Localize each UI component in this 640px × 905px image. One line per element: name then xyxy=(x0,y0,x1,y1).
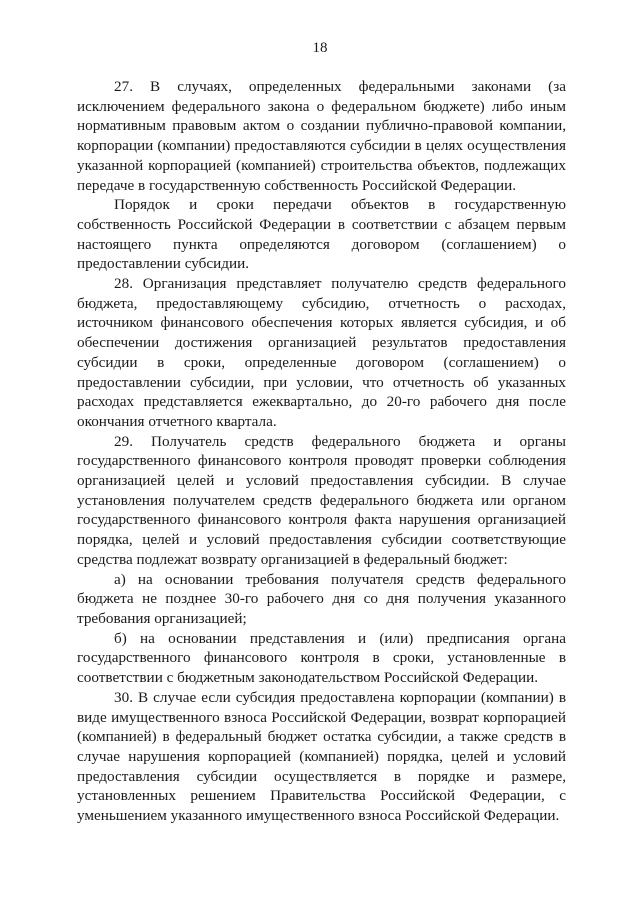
paragraph-29: 29. Получатель средств федерального бюджета и органы государственного финансового контроля проводят проверки соблюдения организацией целей и условий предоставления субсидии. В случае установления получателем средств федерального бюджета или органом государственного финансового контроля факта нарушения организацией порядка, целей и условий предоставления субсидии соответствующие средства подлежат возврату организацией в федеральный бюджет: xyxy=(77,432,566,568)
paragraph-27: 27. В случаях, определенных федеральными законами (за исключением федерального закона о федеральном бюджете) либо иным нормативным правовым актом о создании публично-правовой компании, корпорации (компании) предоставляются субсидии в целях осуществления указанной корпорацией (компанией) строительства объектов, подлежащих передаче в государственную собственность Российской Федерации. xyxy=(77,78,566,194)
page-number: 18 xyxy=(312,40,328,56)
paragraph-28: 28. Организация представляет получателю средств федерального бюджета, предоставляющему субсидию, отчетность о расходах, источником финансового обеспечения которых является субсидия, и об обеспечении достижения организацией результатов предоставления субсидии в сроки, определенные договором (соглашением) о предоставлении субсидии, при условии, что отчетность об указанных расходах представляется ежеквартально, до 20-го рабочего дня после окончания отчетного квартала. xyxy=(77,275,566,430)
paragraph-30: 30. В случае если субсидия предоставлена корпорации (компании) в виде имущественного взноса Российской Федерации, возврат корпорацией (компанией) в федеральный бюджет остатка субсидии, а также средств в случае нарушения корпорацией (компанией) порядка, целей и условий предоставления субсидии осуществляется в порядке и размере, установленных решением Правительства Российской Федерации, с уменьшением указанного имущественного взноса Российской Федерации. xyxy=(77,688,566,825)
paragraph-29-item-b: б) на основании представления и (или) предписания органа государственного финансового контроля в сроки, установленные в соответствии с бюджетным законодательством Российской Федерации. xyxy=(77,629,566,687)
document-body xyxy=(77,77,566,826)
paragraph-27-transfer-order: Порядок и сроки передачи объектов в государственную собственность Российской Федерации в соответствии с абзацем первым настоящего пункта определяются договором (соглашением) о предоставлении субсидии. xyxy=(77,196,566,273)
paragraph-29-item-a: а) на основании требования получателя средств федерального бюджета не позднее 30-го рабочего дня со дня получения указанного требования организацией; xyxy=(77,570,566,627)
